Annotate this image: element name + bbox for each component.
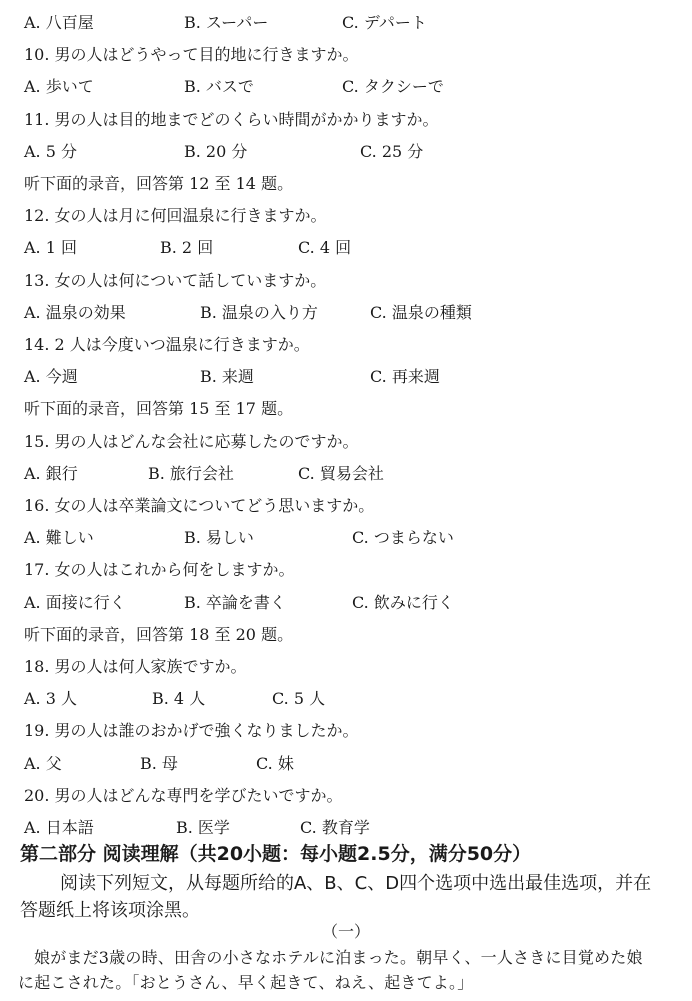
answer-option-a: A. 難しい [24, 528, 94, 547]
section-title: 第二部分 阅读理解（共20小题：每小题2.5分，满分50分） [20, 843, 532, 865]
answer-option-b: B. 母 [140, 754, 178, 773]
question-text: 16. 女の人は卒業論文についてどう思いますか。 [24, 496, 375, 515]
question-text: 14. 2 人は今度いつ温泉に行きますか。 [24, 335, 310, 354]
answer-option-c: C. タクシーで [342, 77, 444, 96]
answer-option-a: A. 今週 [24, 367, 78, 386]
question-text: 18. 男の人は何人家族ですか。 [24, 657, 247, 676]
question-text: 10. 男の人はどうやって目的地に行きますか。 [24, 45, 359, 64]
answer-option-a: A. 5 分 [24, 142, 77, 161]
question-text: 17. 女の人はこれから何をしますか。 [24, 560, 295, 579]
answer-option-b: B. 4 人 [152, 689, 206, 708]
answer-option-a: A. 父 [24, 754, 62, 773]
answer-option-b: B. 温泉の入り方 [200, 303, 318, 322]
answer-option-a: A. 銀行 [24, 464, 78, 483]
answer-option-c: C. 25 分 [360, 142, 424, 161]
question-text: 20. 男の人はどんな専門を学びたいですか。 [24, 786, 343, 805]
answer-option-a: A. 歩いて [24, 77, 94, 96]
answer-option-b: B. 20 分 [184, 142, 248, 161]
answer-option-a: A. 日本語 [24, 818, 94, 837]
answer-option-a: A. 1 回 [24, 238, 77, 257]
answer-option-a: A. 八百屋 [24, 13, 94, 32]
answer-option-c: C. 4 回 [298, 238, 352, 257]
answer-option-a: A. 面接に行く [24, 593, 126, 612]
answer-option-c: C. 妹 [256, 754, 294, 773]
answer-option-c: C. デパート [342, 13, 427, 32]
question-text: 12. 女の人は月に何回温泉に行きますか。 [24, 206, 327, 225]
answer-option-b: B. スーパー [184, 13, 269, 32]
question-text: 19. 男の人は誰のおかげで強くなりましたか。 [24, 721, 359, 740]
answer-option-c: C. つまらない [352, 528, 454, 547]
answer-option-b: B. バスで [184, 77, 254, 96]
answer-option-c: C. 教育学 [300, 818, 370, 837]
answer-option-b: B. 2 回 [160, 238, 214, 257]
listening-instruction: 听下面的录音，回答第 12 至 14 题。 [24, 174, 294, 193]
passage-number: （一） [321, 922, 370, 941]
answer-option-a: A. 3 人 [24, 689, 77, 708]
section-instruction: 阅读下列短文，从每题所给的A、B、C、D四个选项中选出最佳选项，并在答题纸上将该项涂黑。 [20, 873, 652, 921]
answer-option-b: B. 医学 [176, 818, 230, 837]
answer-option-b: B. 卒論を書く [184, 593, 286, 612]
question-text: 15. 男の人はどんな会社に応募したのですか。 [24, 432, 359, 451]
answer-option-b: B. 来週 [200, 367, 254, 386]
answer-option-c: C. 再来週 [370, 367, 440, 386]
question-text: 13. 女の人は何について話していますか。 [24, 271, 327, 290]
answer-option-b: B. 旅行会社 [148, 464, 234, 483]
listening-instruction: 听下面的录音，回答第 18 至 20 题。 [24, 625, 294, 644]
answer-option-c: C. 5 人 [272, 689, 326, 708]
passage-text: 娘がまだ3歳の時、田舎の小さなホテルに泊まった。朝早く、一人さきに目覚めた娘に起こされた。「おとうさん、早く起きて、ねえ、起きてよ。」 [18, 948, 643, 992]
answer-option-b: B. 易しい [184, 528, 254, 547]
question-text: 11. 男の人は目的地までどのくらい時間がかかりますか。 [24, 110, 439, 129]
answer-option-c: C. 飲みに行く [352, 593, 454, 612]
listening-instruction: 听下面的录音，回答第 15 至 17 题。 [24, 399, 294, 418]
answer-option-c: C. 温泉の種類 [370, 303, 472, 322]
answer-option-c: C. 貿易会社 [298, 464, 384, 483]
answer-option-a: A. 温泉の効果 [24, 303, 126, 322]
